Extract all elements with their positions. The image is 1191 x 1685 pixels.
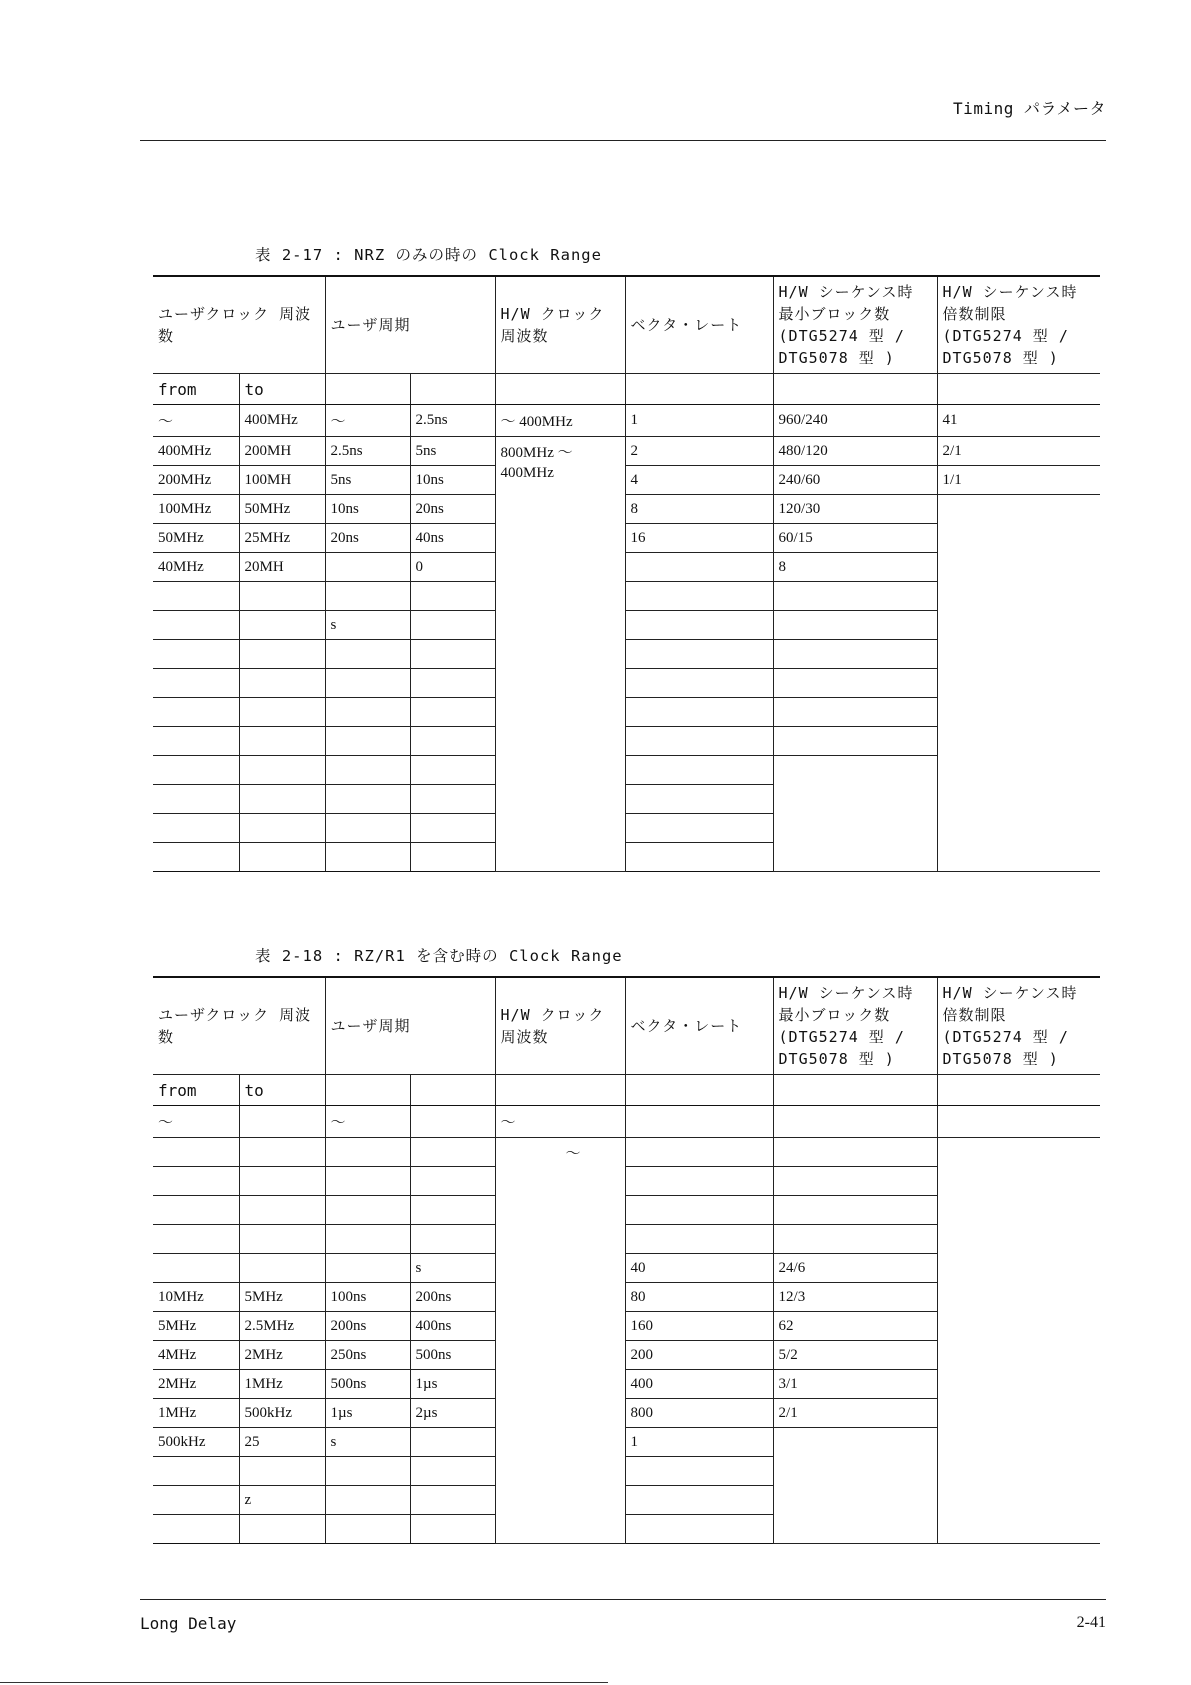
cell-freq-from: 2MHz (153, 1370, 239, 1399)
cell-freq-to (239, 640, 325, 669)
cell-min-block: 2/1 (773, 1399, 937, 1428)
table-row (153, 466, 1100, 495)
cell-period-to (410, 640, 495, 669)
cell-min-block (773, 611, 937, 640)
col-user-period: ユーザ周期 (325, 276, 495, 374)
cell-period-to: 20ns (410, 495, 495, 524)
footer-rule (140, 1599, 1106, 1600)
cell-vector-rate: 1 (625, 1428, 773, 1457)
cell-freq-from (153, 1196, 239, 1225)
cell-freq-from (153, 727, 239, 756)
cell-period-to: 5ns (410, 437, 495, 466)
cell-vector-rate: 800 (625, 1399, 773, 1428)
cell-period-from (325, 756, 410, 785)
cell-period-from (325, 1254, 410, 1283)
footer-section: Long Delay (140, 1614, 237, 1633)
cell-min-block: 24/6 (773, 1254, 937, 1283)
cell-vector-rate: 16 (625, 524, 773, 553)
cell-multiplier-merged (937, 495, 1100, 872)
cell-vector-rate: 400 (625, 1370, 773, 1399)
cell-freq-from: 400MHz (153, 437, 239, 466)
cell-freq-to (239, 1167, 325, 1196)
cell-freq-to: 1MHz (239, 1370, 325, 1399)
cell-hw-freq: ～ 400MHz (495, 405, 625, 437)
section-title: Timing パラメータ (953, 99, 1106, 118)
cell-freq-to: 50MHz (239, 495, 325, 524)
cell-period-from (325, 785, 410, 814)
cell-min-block (773, 1106, 937, 1138)
cell-freq-from (153, 843, 239, 872)
table2-caption: 表 2-18 : RZ/R1 を含む時の Clock Range (255, 947, 623, 965)
cell-period-to (410, 1457, 495, 1486)
cell-vector-rate (625, 727, 773, 756)
table1-clock-range-nrz (153, 275, 1100, 872)
cell-period-to: 10ns (410, 466, 495, 495)
sub-empty (937, 374, 1100, 405)
cell-period-to (410, 1486, 495, 1515)
cell-period-to (410, 611, 495, 640)
cell-period-from: 500ns (325, 1370, 410, 1399)
cell-freq-to: 5MHz (239, 1283, 325, 1312)
col-multiplier: H/W シーケンス時 倍数制限 (DTG5274 型 / DTG5078 型 ) (937, 977, 1100, 1075)
cell-freq-from (153, 814, 239, 843)
cell-period-from: 20ns (325, 524, 410, 553)
cell-period-to: 400ns (410, 1312, 495, 1341)
cell-min-block: 960/240 (773, 405, 937, 437)
cell-freq-to (239, 1254, 325, 1283)
cell-min-block: 3/1 (773, 1370, 937, 1399)
cell-period-from: 5ns (325, 466, 410, 495)
sub-empty (410, 374, 495, 405)
sub-empty (410, 1075, 495, 1106)
cell-freq-from: 1MHz (153, 1399, 239, 1428)
cell-period-to: 0 (410, 553, 495, 582)
cell-freq-from (153, 1138, 239, 1167)
col-user-freq: ユーザクロック 周波数 (153, 977, 325, 1075)
cell-vector-rate: 1 (625, 405, 773, 437)
cell-multiplier: 41 (937, 405, 1100, 437)
cell-period-from: 100ns (325, 1283, 410, 1312)
cell-period-from (325, 1167, 410, 1196)
sub-empty (495, 374, 625, 405)
cell-period-to (410, 814, 495, 843)
header-rule (140, 140, 1106, 141)
sub-empty (625, 374, 773, 405)
col-hw-freq: H/W クロック 周波数 (495, 276, 625, 374)
cell-min-block (773, 640, 937, 669)
cell-period-from (325, 553, 410, 582)
cell-vector-rate (625, 1138, 773, 1167)
cell-period-from (325, 727, 410, 756)
cell-vector-rate (625, 1196, 773, 1225)
cell-period-to (410, 1196, 495, 1225)
table1-caption: 表 2-17 : NRZ のみの時の Clock Range (255, 246, 602, 264)
cell-min-block-merged (773, 1428, 937, 1544)
cell-vector-rate (625, 669, 773, 698)
cell-period-to (410, 756, 495, 785)
col-min-block: H/W シーケンス時 最小ブロック数 (DTG5274 型 / DTG5078 型 ) (773, 276, 937, 374)
cell-period-to: s (410, 1254, 495, 1283)
sub-to: to (239, 374, 325, 405)
cell-freq-from: 10MHz (153, 1283, 239, 1312)
cell-freq-from: 50MHz (153, 524, 239, 553)
sub-from: from (153, 374, 239, 405)
col-vector-rate: ベクタ・レート (625, 977, 773, 1075)
cell-period-from (325, 1196, 410, 1225)
col-hw-freq: H/W クロック 周波数 (495, 977, 625, 1075)
cell-period-to (410, 1428, 495, 1457)
cell-period-from: s (325, 611, 410, 640)
col-multiplier: H/W シーケンス時 倍数制限 (DTG5274 型 / DTG5078 型 ) (937, 276, 1100, 374)
cell-period-from: 200ns (325, 1312, 410, 1341)
cell-min-block: 240/60 (773, 466, 937, 495)
cell-vector-rate (625, 698, 773, 727)
cell-min-block (773, 669, 937, 698)
cell-freq-from: 200MHz (153, 466, 239, 495)
cell-freq-to (239, 1515, 325, 1544)
cell-vector-rate: 160 (625, 1312, 773, 1341)
table-row (153, 405, 1100, 437)
cell-freq-to (239, 1457, 325, 1486)
cell-freq-to (239, 1138, 325, 1167)
cell-vector-rate (625, 814, 773, 843)
page-number: 2-41 (1076, 1614, 1106, 1631)
cell-freq-from: ～ (153, 405, 239, 437)
cell-period-to (410, 785, 495, 814)
cell-freq-to (239, 582, 325, 611)
table-row (153, 1138, 1100, 1167)
cell-freq-to (239, 1196, 325, 1225)
cell-period-to: 2.5ns (410, 405, 495, 437)
cell-min-block: 120/30 (773, 495, 937, 524)
cell-freq-to: 2MHz (239, 1341, 325, 1370)
cell-period-from (325, 640, 410, 669)
cell-freq-from (153, 1486, 239, 1515)
cell-min-block (773, 1225, 937, 1254)
cell-vector-rate: 2 (625, 437, 773, 466)
cell-vector-rate (625, 582, 773, 611)
cell-period-from (325, 1138, 410, 1167)
cell-period-to: 200ns (410, 1283, 495, 1312)
cell-freq-from (153, 640, 239, 669)
cell-vector-rate: 8 (625, 495, 773, 524)
table-row (153, 437, 1100, 466)
cell-period-from (325, 1515, 410, 1544)
cell-freq-from (153, 785, 239, 814)
cell-freq-to (239, 756, 325, 785)
cell-period-from: s (325, 1428, 410, 1457)
sub-empty (325, 374, 410, 405)
cell-period-to: 40ns (410, 524, 495, 553)
cell-period-to (410, 1167, 495, 1196)
sub-empty (325, 1075, 410, 1106)
cell-freq-to (239, 669, 325, 698)
cell-period-from (325, 669, 410, 698)
cell-freq-to (239, 727, 325, 756)
cell-freq-from: ～ (153, 1106, 239, 1138)
cell-freq-to: 25MHz (239, 524, 325, 553)
cell-vector-rate: 4 (625, 466, 773, 495)
cell-period-from (325, 1225, 410, 1254)
cell-min-block: 60/15 (773, 524, 937, 553)
cell-min-block: 5/2 (773, 1341, 937, 1370)
sub-empty (625, 1075, 773, 1106)
cell-period-to (410, 843, 495, 872)
col-user-period: ユーザ周期 (325, 977, 495, 1075)
cell-freq-from: 500kHz (153, 1428, 239, 1457)
cell-hw-freq: ～ (495, 1106, 625, 1138)
cell-freq-from (153, 1254, 239, 1283)
cell-freq-from (153, 1167, 239, 1196)
cell-freq-to: 500kHz (239, 1399, 325, 1428)
cell-period-from: 250ns (325, 1341, 410, 1370)
sub-empty (937, 1075, 1100, 1106)
cell-freq-to (239, 611, 325, 640)
cell-hw-freq-merged: 800MHz ～ 400MHz (495, 437, 625, 872)
sub-from: from (153, 1075, 239, 1106)
cell-period-to: 500ns (410, 1341, 495, 1370)
cell-freq-from: 4MHz (153, 1341, 239, 1370)
cell-freq-from (153, 669, 239, 698)
cell-period-from (325, 843, 410, 872)
cell-vector-rate (625, 611, 773, 640)
cell-freq-from: 100MHz (153, 495, 239, 524)
cell-vector-rate (625, 756, 773, 785)
cell-freq-from: 40MHz (153, 553, 239, 582)
cell-vector-rate (625, 1486, 773, 1515)
cell-period-to: 2µs (410, 1399, 495, 1428)
cell-period-from: ～ (325, 405, 410, 437)
col-user-freq: ユーザクロック 周波数 (153, 276, 325, 374)
cell-period-to (410, 669, 495, 698)
table-row (153, 495, 1100, 524)
cell-period-from: 2.5ns (325, 437, 410, 466)
cell-multiplier (937, 1106, 1100, 1138)
cell-freq-from (153, 698, 239, 727)
cell-min-block: 62 (773, 1312, 937, 1341)
cell-vector-rate (625, 843, 773, 872)
cell-freq-from (153, 611, 239, 640)
cell-vector-rate (625, 1225, 773, 1254)
cell-period-from (325, 1486, 410, 1515)
cell-freq-to: 20MH (239, 553, 325, 582)
cell-period-from (325, 1457, 410, 1486)
cell-period-from (325, 698, 410, 727)
cell-period-from (325, 814, 410, 843)
cell-min-block (773, 727, 937, 756)
sub-empty (495, 1075, 625, 1106)
cell-freq-to: 100MH (239, 466, 325, 495)
cell-freq-to: 25 (239, 1428, 325, 1457)
cell-vector-rate (625, 553, 773, 582)
cell-freq-from (153, 756, 239, 785)
sub-to: to (239, 1075, 325, 1106)
cell-freq-from (153, 1457, 239, 1486)
sub-empty (773, 1075, 937, 1106)
cell-min-block: 480/120 (773, 437, 937, 466)
cell-vector-rate (625, 640, 773, 669)
cell-period-to (410, 1106, 495, 1138)
cell-vector-rate (625, 1515, 773, 1544)
cell-period-to (410, 727, 495, 756)
col-vector-rate: ベクタ・レート (625, 276, 773, 374)
cell-vector-rate (625, 1106, 773, 1138)
cell-period-from: 10ns (325, 495, 410, 524)
cell-freq-to (239, 1106, 325, 1138)
cell-freq-to (239, 843, 325, 872)
cell-min-block: 12/3 (773, 1283, 937, 1312)
cell-vector-rate (625, 785, 773, 814)
cell-hw-freq-merged: ～ (495, 1138, 625, 1544)
cell-period-from (325, 582, 410, 611)
cell-period-to (410, 1515, 495, 1544)
table2-clock-range-rz (153, 976, 1100, 1544)
cell-period-from: ～ (325, 1106, 410, 1138)
cell-min-block (773, 1138, 937, 1167)
table-row (153, 1106, 1100, 1138)
cell-freq-to: z (239, 1486, 325, 1515)
cell-multiplier: 2/1 (937, 437, 1100, 466)
cell-vector-rate (625, 1457, 773, 1486)
cell-freq-to (239, 814, 325, 843)
cell-period-from: 1µs (325, 1399, 410, 1428)
cell-min-block (773, 1167, 937, 1196)
cell-freq-from (153, 1515, 239, 1544)
col-min-block: H/W シーケンス時 最小ブロック数 (DTG5274 型 / DTG5078 型 ) (773, 977, 937, 1075)
cell-period-to (410, 1138, 495, 1167)
cell-min-block-merged (773, 756, 937, 872)
cell-period-to: 1µs (410, 1370, 495, 1399)
cell-multiplier-merged (937, 1138, 1100, 1544)
cell-min-block (773, 1196, 937, 1225)
cell-freq-from: 5MHz (153, 1312, 239, 1341)
cell-freq-to: 400MHz (239, 405, 325, 437)
cell-period-to (410, 698, 495, 727)
cell-freq-from (153, 1225, 239, 1254)
cell-vector-rate: 200 (625, 1341, 773, 1370)
cell-freq-to (239, 785, 325, 814)
cell-vector-rate (625, 1167, 773, 1196)
cell-freq-from (153, 582, 239, 611)
cell-vector-rate: 80 (625, 1283, 773, 1312)
cell-vector-rate: 40 (625, 1254, 773, 1283)
page-edge-rule (0, 1682, 608, 1683)
cell-min-block (773, 698, 937, 727)
cell-freq-to (239, 698, 325, 727)
cell-freq-to: 200MH (239, 437, 325, 466)
cell-min-block (773, 582, 937, 611)
cell-freq-to (239, 1225, 325, 1254)
cell-min-block: 8 (773, 553, 937, 582)
cell-period-to (410, 1225, 495, 1254)
cell-multiplier: 1/1 (937, 466, 1100, 495)
cell-freq-to: 2.5MHz (239, 1312, 325, 1341)
sub-empty (773, 374, 937, 405)
cell-period-to (410, 582, 495, 611)
